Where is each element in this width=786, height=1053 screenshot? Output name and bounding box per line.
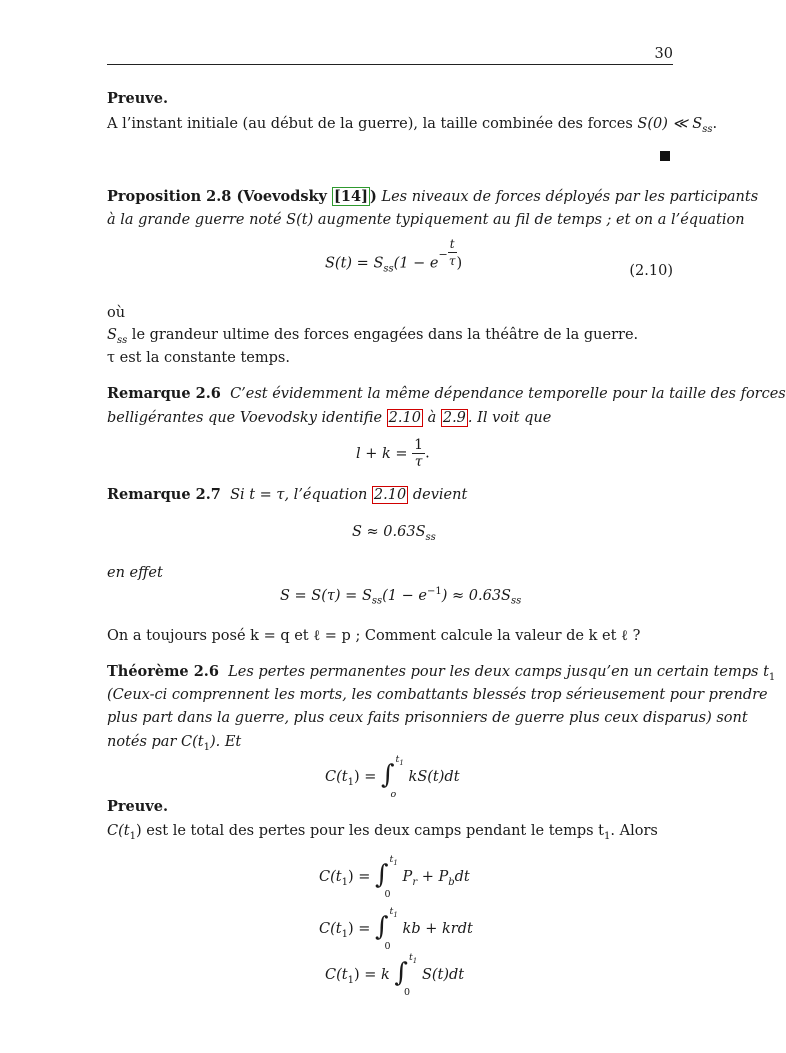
proposition-text2a: à la grande guerre noté bbox=[107, 212, 287, 228]
proof2-sub: 1 bbox=[129, 830, 136, 842]
eq-end: . bbox=[425, 445, 430, 462]
eq-equals: ) = bbox=[347, 921, 375, 937]
lower-limit: o bbox=[390, 789, 397, 800]
qed-square bbox=[660, 151, 670, 161]
where-math: S bbox=[107, 327, 117, 343]
proof2-equation-1 bbox=[319, 854, 470, 900]
remark-2-6-equation bbox=[356, 437, 430, 470]
remark-2-7-line bbox=[107, 485, 467, 505]
upper-limit bbox=[390, 854, 398, 867]
eq2-b: (1 − e bbox=[382, 587, 427, 604]
remark-2-6-text2a: belligérantes que Voevodsky identifie bbox=[107, 410, 387, 426]
upper-sub: 1 bbox=[393, 910, 398, 919]
eq-sub: ss bbox=[383, 263, 394, 275]
eq-equals: ) = bbox=[353, 967, 381, 983]
eq-frac-den: τ bbox=[448, 254, 456, 268]
integral-sign: ∫ bbox=[394, 958, 408, 988]
proof2-text bbox=[107, 821, 658, 847]
eq2-sup: −1 bbox=[426, 586, 442, 597]
eq-body: P bbox=[402, 869, 413, 885]
upper-sub: 1 bbox=[399, 758, 404, 767]
eq-fraction bbox=[412, 437, 425, 470]
proposition-heading: Proposition 2.8 (Voevodsky bbox=[107, 188, 333, 205]
theorem-text4: notés par C(t bbox=[107, 734, 204, 750]
eq2-c: ) ≈ 0.63S bbox=[441, 587, 511, 604]
eq-exp-fraction bbox=[448, 236, 457, 269]
proposition-line1 bbox=[107, 187, 758, 207]
upper-var: t bbox=[389, 906, 394, 917]
integral-sign: ∫ bbox=[381, 760, 395, 790]
eq2-sub2: ss bbox=[510, 595, 522, 607]
eq-den: τ bbox=[414, 454, 423, 470]
proposition-text2b: augmente typiquement au fil de temps ; et on a l’équation bbox=[313, 212, 745, 228]
eq1-sub: ss bbox=[425, 531, 436, 543]
where-math-sub: ss bbox=[116, 334, 128, 346]
eq-body: S(t)dt bbox=[421, 967, 465, 983]
remark-2-6-text2c: . Il voit que bbox=[467, 410, 552, 426]
proof2-title: Preuve. bbox=[107, 798, 169, 815]
integral-limits bbox=[384, 854, 403, 900]
proposition-heading-close: ) bbox=[369, 188, 377, 205]
proof2-text-c: . Alors bbox=[610, 823, 658, 839]
eq-left: C(t bbox=[319, 921, 342, 937]
eq-right: ) bbox=[456, 255, 463, 272]
integral-limits bbox=[384, 906, 403, 952]
eq-body2: + P bbox=[417, 869, 449, 885]
proof-text bbox=[107, 114, 717, 140]
integral-limits bbox=[390, 754, 409, 800]
proposition-text1: Les niveaux de forces déployés par les participants bbox=[381, 189, 759, 205]
eq-left: C(t bbox=[325, 769, 348, 785]
theorem-line3: plus part dans la guerre, plus ceux faits prisonniers de guerre plus ceux disparus) sont bbox=[107, 710, 748, 726]
eq-frac-num: t bbox=[449, 237, 455, 251]
upper-limit bbox=[409, 952, 417, 965]
lower-limit: 0 bbox=[384, 889, 391, 900]
eq-left: l + k = bbox=[356, 445, 413, 462]
upper-limit bbox=[390, 906, 398, 919]
proof-text-end: . bbox=[712, 116, 718, 132]
equation-ref-link[interactable]: 2.10 bbox=[388, 410, 421, 426]
eq-left: C(t bbox=[319, 869, 342, 885]
remark-2-6-line2 bbox=[107, 408, 551, 428]
proof-text-body: A l’instant initiale (au début de la guerre), la taille combinée des forces bbox=[107, 116, 638, 132]
eq-prefix: k bbox=[381, 967, 395, 983]
theorem-equation bbox=[325, 754, 460, 800]
eq-body-sub: r bbox=[412, 876, 418, 888]
remark-2-6-line1 bbox=[107, 384, 786, 404]
proof2-sub2: 1 bbox=[604, 830, 611, 842]
proposition-math: S(t) bbox=[286, 212, 314, 228]
where-line1 bbox=[107, 325, 638, 351]
proof2-equation-3 bbox=[325, 952, 465, 998]
theorem-sub4: 1 bbox=[203, 741, 210, 753]
where-label: où bbox=[107, 305, 126, 321]
eq-left: S(t) = S bbox=[325, 255, 384, 272]
proof2-text-b: ) est le total des pertes pour les deux camps pendant le temps t bbox=[135, 823, 605, 839]
eq-num: 1 bbox=[414, 437, 424, 453]
page-number: 30 bbox=[654, 46, 673, 62]
eq2-a: S = S(τ) = S bbox=[280, 587, 372, 604]
theorem-text4-end: ). Et bbox=[209, 734, 242, 750]
proof-title: Preuve. bbox=[107, 90, 169, 107]
eq-equals: ) = bbox=[347, 869, 375, 885]
theorem-sub1: 1 bbox=[768, 671, 776, 683]
proof2-text-a: C(t bbox=[107, 823, 130, 839]
upper-sub: 1 bbox=[393, 858, 398, 867]
upper-limit bbox=[396, 754, 404, 767]
eq-body-sub2: b bbox=[448, 876, 455, 888]
equation-2-10 bbox=[325, 237, 463, 280]
remark-2-7-equation2 bbox=[280, 586, 521, 607]
integral-sign: ∫ bbox=[375, 912, 389, 942]
remark-2-6-text2b: à bbox=[422, 410, 441, 426]
upper-sub: 1 bbox=[412, 956, 418, 965]
lower-limit: 0 bbox=[384, 941, 391, 952]
eq-body3: dt bbox=[454, 869, 470, 885]
proof2-equation-2 bbox=[319, 906, 473, 952]
header-rule bbox=[107, 64, 673, 65]
proof-math-sub: ss bbox=[702, 123, 713, 135]
theorem-line1 bbox=[107, 662, 775, 688]
upper-var: t bbox=[389, 854, 394, 865]
integral-sign: ∫ bbox=[375, 860, 389, 890]
theorem-text1: Les pertes permanentes pour les deux camps jusqu’en un certain temps t bbox=[228, 664, 769, 680]
theorem-heading: Théorème 2.6 bbox=[107, 663, 219, 680]
eq-sub: 1 bbox=[341, 928, 348, 940]
equation-ref-link[interactable]: 2.9 bbox=[442, 410, 466, 426]
theorem-line2: (Ceux-ci comprennent les morts, les combattants blessés trop sérieusement pour prendre bbox=[107, 687, 768, 703]
eq-body: kb + krdt bbox=[402, 921, 473, 937]
upper-var: t bbox=[395, 754, 400, 765]
where-text: le grandeur ultime des forces engagées dans la théâtre de la guerre. bbox=[127, 327, 639, 343]
remark-2-7-heading: Remarque 2.7 bbox=[107, 486, 221, 503]
lower-limit: 0 bbox=[403, 987, 410, 998]
eq-sub: 1 bbox=[341, 876, 348, 888]
eq-left: C(t bbox=[325, 967, 348, 983]
equation-ref-link[interactable]: 2.10 bbox=[373, 487, 407, 503]
eq-sub: 1 bbox=[347, 776, 354, 788]
en-effet: en effet bbox=[107, 565, 163, 581]
citation-link[interactable]: [14] bbox=[334, 188, 368, 205]
question-text: On a toujours posé k = q et ℓ = p ; Comment calcule la valeur de k et ℓ ? bbox=[107, 628, 641, 644]
integral-limits bbox=[403, 952, 422, 998]
eq2-sub: ss bbox=[371, 595, 383, 607]
eq-body: kS(t)dt bbox=[408, 769, 460, 785]
remark-2-6-heading: Remarque 2.6 bbox=[107, 385, 221, 402]
eq-equals: ) = bbox=[353, 769, 381, 785]
remark-2-7-equation1 bbox=[352, 524, 436, 543]
upper-var: t bbox=[408, 952, 413, 963]
eq-sub: 1 bbox=[347, 974, 354, 986]
remark-2-7-text1: Si t = τ, l’équation bbox=[230, 487, 372, 503]
theorem-line4 bbox=[107, 732, 241, 758]
eq-exp-sign: − bbox=[438, 247, 448, 261]
remark-2-7-text2: devient bbox=[408, 487, 468, 503]
equation-number: (2.10) bbox=[629, 263, 673, 279]
proof-math: S(0) ≪ S bbox=[637, 116, 703, 132]
eq1: S ≈ 0.63S bbox=[352, 524, 426, 540]
where-line2: τ est la constante temps. bbox=[107, 350, 290, 366]
remark-2-6-text1: C’est évidemment la même dépendance temporelle pour la taille des forces bbox=[230, 386, 786, 402]
eq-mid: (1 − e bbox=[393, 255, 439, 272]
proposition-line2 bbox=[107, 210, 745, 230]
